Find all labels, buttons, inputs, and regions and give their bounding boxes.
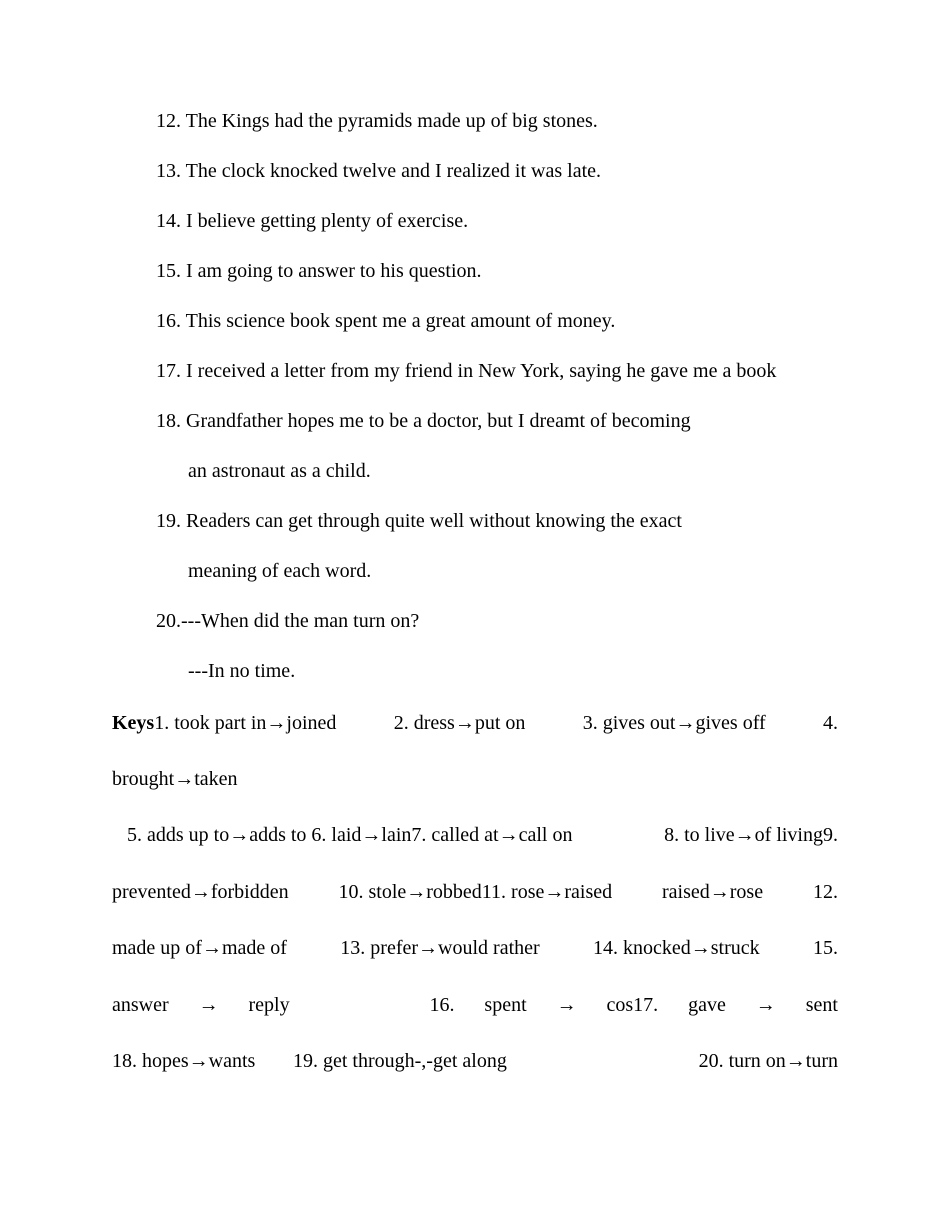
exercise-text: I received a letter from my friend in New York, saying he gave me a book xyxy=(186,360,777,382)
exercise-19-continuation: meaning of each word. xyxy=(188,560,372,582)
exercise-20 xyxy=(156,609,419,633)
key-answer: 14. knocked→struck xyxy=(593,937,760,959)
exercise-18 xyxy=(156,409,691,433)
exercise-number: 18. xyxy=(156,410,181,432)
keys-label: Keys xyxy=(112,712,155,734)
key-answer: sent xyxy=(805,994,838,1016)
keys-first xyxy=(112,711,336,735)
key-answer: raised→rose xyxy=(662,881,764,903)
exercise-number: 20. xyxy=(156,610,181,632)
exercise-number: 15. xyxy=(156,260,181,282)
exercise-number: 17. xyxy=(156,360,181,382)
keys-row-2: brought→taken xyxy=(112,768,238,790)
exercise-text: The Kings had the pyramids made up of big stones. xyxy=(185,110,598,132)
key-answer: 13. prefer→would rather xyxy=(340,937,540,959)
exercise-number: 13. xyxy=(156,160,181,182)
exercise-17 xyxy=(156,359,776,383)
exercise-13 xyxy=(156,159,601,183)
keys-row-4 xyxy=(112,880,838,904)
key-answer: 18. hopes→wants xyxy=(112,1050,256,1072)
exercise-text: Readers can get through quite well without knowing the exact xyxy=(186,510,682,532)
keys-row-6 xyxy=(112,993,838,1017)
exercise-text: ---When did the man turn on? xyxy=(181,610,420,632)
exercise-number: 14. xyxy=(156,210,181,232)
key-answer: 2. dress→put on xyxy=(393,712,526,734)
key-answer: reply xyxy=(248,994,290,1016)
exercise-text: This science book spent me a great amount of money. xyxy=(185,310,616,332)
exercise-text: Grandfather hopes me to be a doctor, but I dreamt of becoming xyxy=(186,410,691,432)
arrow-glyph: → xyxy=(556,994,577,1016)
key-answer: cos17. xyxy=(606,994,659,1016)
key-answer: 8. to live→of living9. xyxy=(664,824,838,846)
keys-row-7-b xyxy=(293,1049,507,1073)
arrow-glyph: → xyxy=(198,994,219,1016)
key-answer: spent xyxy=(484,994,527,1016)
key-answer: 15. xyxy=(813,937,838,959)
key-answer: made up of→made of xyxy=(112,937,287,959)
keys-row-7-c xyxy=(699,1049,838,1073)
arrow-glyph: → xyxy=(755,994,776,1016)
exercise-15 xyxy=(156,259,482,283)
key-answer: 5. adds up to→adds to 6. laid→lain7. called at→call on xyxy=(127,824,573,846)
exercise-text: The clock knocked twelve and I realized it was late. xyxy=(185,160,602,182)
exercise-number: 19. xyxy=(156,510,181,532)
key-answer: 12. xyxy=(812,881,838,903)
key-answer: 3. gives out→gives off xyxy=(582,712,766,734)
key-answer: 1. took part in→joined xyxy=(154,712,337,734)
key-answer: answer xyxy=(112,994,169,1016)
keys-row-5 xyxy=(112,936,838,960)
exercise-text: I am going to answer to his question. xyxy=(186,260,482,282)
key-answer: 4. xyxy=(822,712,838,734)
keys-row-1 xyxy=(112,711,838,735)
keys-row-3 xyxy=(127,823,838,847)
exercise-number: 12. xyxy=(156,110,181,132)
exercise-19 xyxy=(156,509,682,533)
exercise-14 xyxy=(156,209,468,233)
key-answer: 20. turn on→turn xyxy=(698,1050,838,1072)
key-answer: prevented→forbidden xyxy=(112,881,289,903)
key-answer: 10. stole→robbed11. rose→raised xyxy=(338,881,613,903)
keys-row-7-a xyxy=(112,1049,255,1073)
key-answer: 16. xyxy=(429,994,455,1016)
exercise-text: I believe getting plenty of exercise. xyxy=(186,210,469,232)
key-answer: 19. get through-,-get along xyxy=(293,1050,507,1072)
exercise-18-continuation: an astronaut as a child. xyxy=(188,460,371,482)
exercise-20-continuation: ---In no time. xyxy=(188,660,296,682)
exercise-16 xyxy=(156,309,615,333)
exercise-number: 16. xyxy=(156,310,181,332)
key-answer: gave xyxy=(688,994,726,1016)
exercise-12 xyxy=(156,109,598,133)
